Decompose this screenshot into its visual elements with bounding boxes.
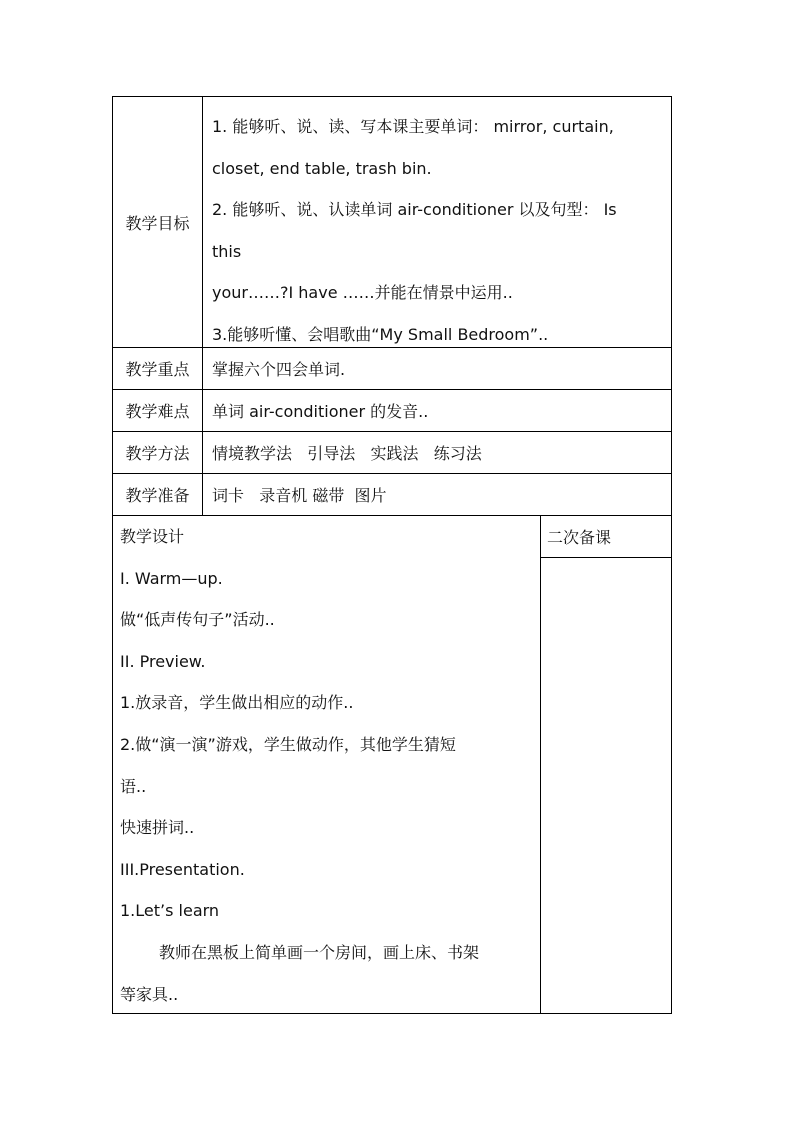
methods-label: 教学方法: [113, 432, 203, 473]
design-line: I. Warm—up.: [120, 568, 223, 588]
design-content: [113, 516, 541, 1013]
difficulties-content: 单词 air-conditioner 的发音..: [212, 402, 429, 421]
design-line: 等家具..: [120, 984, 179, 1004]
key-points-label: 教学重点: [113, 348, 203, 389]
secondary-prep-label: 二次备课: [541, 516, 671, 558]
preparation-row: [113, 474, 671, 516]
objectives-line: closet, end table, trash bin.: [212, 158, 432, 178]
preparation-content: [204, 474, 671, 515]
methods-text: 情境教学法 引导法 实践法 练习法: [212, 444, 482, 463]
objectives-label: 教学目标: [113, 97, 203, 347]
design-row: [113, 516, 671, 1013]
objectives-line: 2. 能够听、说、认读单词 air-conditioner 以及句型： Is: [212, 200, 617, 219]
design-line: 做“低声传句子”活动..: [120, 610, 275, 630]
design-line: 快速拼词..: [120, 818, 195, 838]
design-title: 教学设计: [120, 527, 185, 546]
design-line: III.Presentation.: [120, 859, 245, 879]
methods-row: [113, 432, 671, 474]
objectives-line: 3.能够听懂、会唱歌曲“My Small Bedroom”..: [212, 324, 549, 344]
key-points-row: [113, 348, 671, 390]
design-line: II. Preview.: [120, 651, 206, 671]
lesson-plan-table: [112, 96, 672, 1014]
secondary-prep-column: [541, 516, 671, 1013]
objectives-content: [204, 97, 671, 347]
preparation-text: 词卡 录音机 磁带 图片: [212, 486, 387, 505]
design-line: 1.Let’s learn: [120, 901, 220, 921]
preparation-label: 教学准备: [113, 474, 203, 515]
objectives-row: [113, 97, 671, 348]
difficulties-row: [113, 390, 671, 432]
difficulties-label: 教学难点: [113, 390, 203, 431]
objectives-line: 1. 能够听、说、读、写本课主要单词： mirror, curtain,: [212, 117, 614, 136]
objectives-line: this: [212, 241, 242, 261]
methods-content: [204, 432, 671, 473]
objectives-line: your……?I have ……并能在情景中运用..: [212, 283, 513, 302]
design-line: 教师在黑板上简单画一个房间，画上床、书架: [159, 942, 480, 962]
design-line: 语..: [120, 776, 147, 796]
design-line: 1.放录音，学生做出相应的动作..: [120, 693, 354, 713]
key-points-content: 掌握六个四会单词.: [212, 360, 346, 379]
design-line: 2.做“演一演”游戏，学生做动作，其他学生猜短: [120, 734, 456, 754]
